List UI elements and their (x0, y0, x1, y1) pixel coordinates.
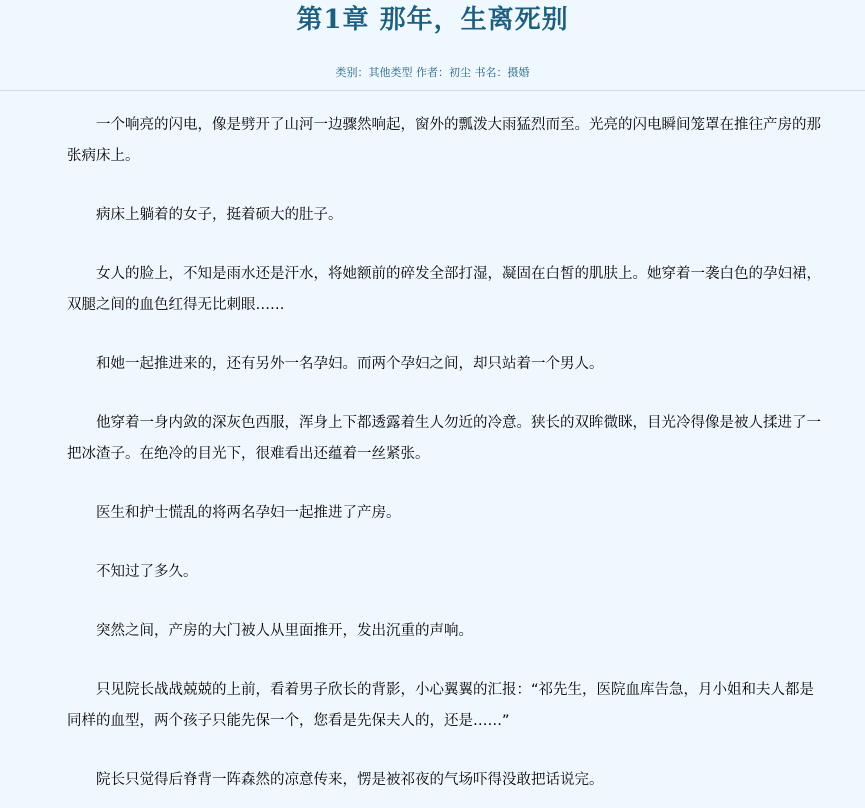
book-value[interactable]: 摄婚 (507, 66, 530, 79)
category-label: 类别： (335, 66, 369, 79)
book-label: 书名： (474, 66, 508, 79)
paragraph: 只见院长战战兢兢的上前，看着男子欣长的背影，小心翼翼的汇报：“祁先生，医院血库告急，月小姐和夫人都是同样的血型，两个孩子只能先保一个，您看是先保夫人的，还是……” (67, 682, 815, 729)
paragraph: 不知过了多久。 (96, 564, 198, 580)
chapter-title: 第1章 那年，生离死别 (296, 5, 569, 35)
chapter-meta (0, 64, 865, 82)
paragraph: 院长只觉得后脊背一阵森然的凉意传来，愣是被祁夜的气场吓得没敢把话说完。 (96, 772, 604, 788)
chapter-content (67, 110, 822, 808)
paragraph: 一个响亮的闪电，像是劈开了山河一边骤然响起，窗外的瓢泼大雨猛烈而至。光亮的闪电瞬间笼罩在推往产房的那张病床上。 (67, 117, 821, 164)
paragraph: 突然之间，产房的大门被人从里面推开，发出沉重的声响。 (96, 623, 473, 639)
paragraph: 他穿着一身内敛的深灰色西服，浑身上下都透露着生人勿近的冷意。狭长的双眸微眯，目光冷得像是被人揉进了一把冰渣子。在绝冷的目光下，很难看出还蕴着一丝紧张。 (67, 415, 821, 462)
chapter-header (0, 0, 865, 91)
paragraph: 女人的脸上，不知是雨水还是汗水，将她额前的碎发全部打湿，凝固在白皙的肌肤上。她穿着一袭白色的孕妇裙，双腿之间的血色红得无比刺眼…… (67, 266, 821, 313)
paragraph: 医生和护士慌乱的将两名孕妇一起推进了产房。 (96, 505, 401, 521)
category-value[interactable]: 其他类型 (368, 66, 413, 79)
paragraph: 和她一起推进来的，还有另外一名孕妇。而两个孕妇之间，却只站着一个男人。 (96, 356, 604, 372)
author-label: 作者： (416, 66, 449, 79)
author-value[interactable]: 初尘 (449, 66, 471, 79)
paragraph: 病床上躺着的女子，挺着硕大的肚子。 (96, 207, 343, 223)
